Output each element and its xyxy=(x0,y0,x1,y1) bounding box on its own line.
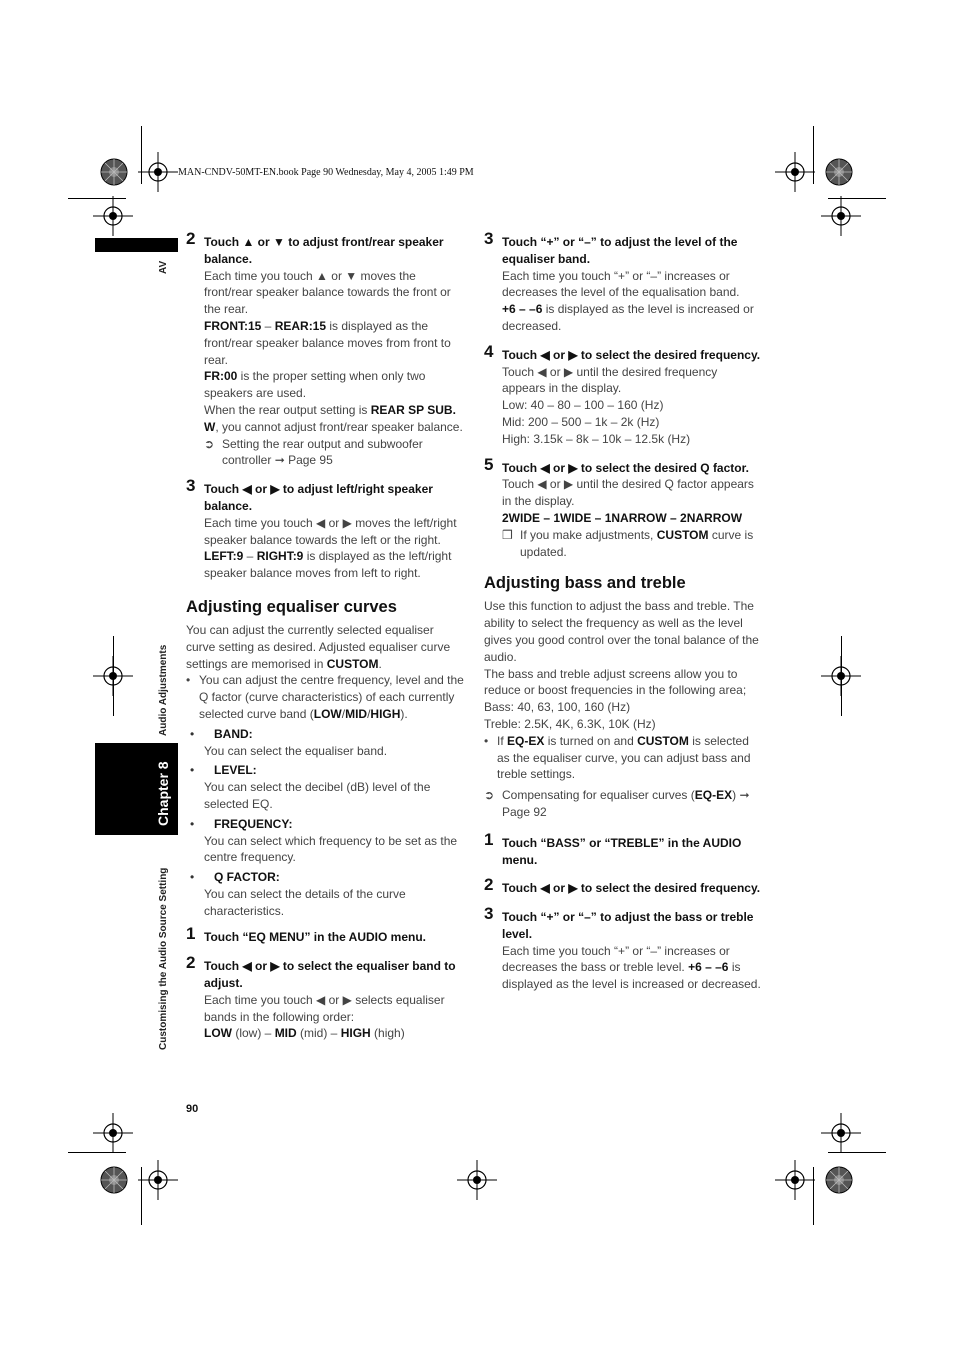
frequency-high: High: 3.15k – 8k – 10k – 12.5k (Hz) xyxy=(502,431,691,446)
paragraph: LEFT:9 – RIGHT:9 is displayed as the left/right speaker balance moves from left to right. xyxy=(204,549,452,581)
bullet-icon: • xyxy=(190,816,195,831)
step-bass-treble-frequency xyxy=(484,875,762,897)
sub-bullet: • BAND: xyxy=(190,726,253,741)
step-eq-level xyxy=(484,229,762,335)
paragraph: The bass and treble adjust screens allow you to reduce or boost frequencies in the following area; xyxy=(484,666,747,698)
note: ❒ If you make adjustments, CUSTOM curve is updated. xyxy=(502,527,754,559)
paragraph: +6 – –6 is displayed as the level is increased or decreased. xyxy=(502,302,754,333)
note-box-icon: ❒ xyxy=(502,527,513,542)
step-title: Touch ◀ or ▶ to select the desired Q factor. xyxy=(502,460,749,475)
paragraph: Use this function to adjust the bass and treble. The ability to select the frequency as well as the level gives you good control over the tonal balance of the audio. xyxy=(484,599,759,664)
chapter-label: Chapter 8 xyxy=(155,761,171,826)
step-left-right xyxy=(186,476,466,582)
bullet-item: • If EQ-EX is turned on and CUSTOM is selected as the equaliser curve, you can adjust bass and treble settings. xyxy=(484,733,751,782)
step-bass-treble-level xyxy=(484,904,762,993)
av-label: AV xyxy=(158,260,169,274)
step-q-factor xyxy=(484,454,762,561)
paragraph: When the rear output setting is REAR SP SUB. W, you cannot adjust front/rear speaker balance. xyxy=(204,402,463,434)
step-eq-menu xyxy=(186,924,466,946)
step-number: 1 xyxy=(186,924,196,944)
bullet-icon: • xyxy=(190,870,195,885)
sub-bullet-desc: You can select the details of the curve characteristics. xyxy=(204,886,406,918)
book-header: MAN-CNDV-50MT-EN.book Page 90 Wednesday, May 4, 2005 1:49 PM xyxy=(178,167,474,178)
sub-bullet-desc: You can select the equaliser band. xyxy=(204,743,388,758)
step-number: 3 xyxy=(484,229,494,248)
paragraph: FR:00 is the proper setting when only two speakers are used. xyxy=(204,369,426,401)
right-column xyxy=(484,229,762,993)
paragraph: FRONT:15 – REAR:15 is displayed as the front/rear speaker balance moves from front to rear. xyxy=(204,318,451,367)
sub-bullet-desc: You can select which frequency to be set as the centre frequency. xyxy=(204,833,458,865)
sub-bullet: • LEVEL: xyxy=(190,763,257,778)
frequency-mid: Mid: 200 – 500 – 1k – 2k (Hz) xyxy=(502,414,660,429)
step-number: 2 xyxy=(186,229,196,248)
step-eq-frequency xyxy=(484,341,762,448)
step-title: Touch ◀ or ▶ to adjust left/right speaker balance. xyxy=(204,482,433,513)
eq-heading: Adjusting equaliser curves xyxy=(186,597,397,616)
audio-adjustments-label: Audio Adjustments xyxy=(158,644,169,736)
page-reference: ➲ Setting the rear output and subwoofer controller ➞ Page 95 xyxy=(204,436,423,468)
page-number: 90 xyxy=(186,1103,199,1115)
customising-label: Customising the Audio Source Setting xyxy=(158,867,169,1050)
paragraph: Touch ◀ or ▶ until the desired Q factor appears in the display. xyxy=(502,477,754,509)
step-bass-treble-menu xyxy=(484,829,762,869)
left-column xyxy=(186,229,466,1042)
bullet-icon: • xyxy=(186,673,191,688)
av-tab-bar xyxy=(95,238,178,252)
paragraph: Touch ◀ or ▶ until the desired frequency appears in the display. xyxy=(502,364,718,396)
paragraph: Each time you touch “+” or “–” increases or decreases the bass or treble level. +6 – –6 is displayed as the level is increased or decreased. xyxy=(502,943,761,992)
step-number: 1 xyxy=(484,829,494,849)
bass-treble-heading: Adjusting bass and treble xyxy=(484,574,686,593)
step-number: 3 xyxy=(484,904,494,924)
step-eq-band xyxy=(186,953,466,1042)
step-number: 2 xyxy=(484,875,494,895)
paragraph: Each time you touch ◀ or ▶ moves the left/right speaker balance towards the left or the right. xyxy=(204,515,457,547)
bass-frequencies: Bass: 40, 63, 100, 160 (Hz) xyxy=(484,700,631,715)
bullet-item: • You can adjust the centre frequency, level and the Q factor (curve characteristics) of each currently selected curve band (LOW/MID/HIGH). xyxy=(186,673,464,721)
step-number: 3 xyxy=(186,476,196,496)
sub-bullet-desc: You can select the decibel (dB) level of the selected EQ. xyxy=(204,780,431,811)
step-number: 5 xyxy=(484,454,494,474)
reference-arrow-icon: ➲ xyxy=(204,436,215,451)
frequency-low: Low: 40 – 80 – 100 – 160 (Hz) xyxy=(502,398,664,413)
treble-frequencies: Treble: 2.5K, 4K, 6.3K, 10K (Hz) xyxy=(484,716,656,731)
page-reference: ➲ Compensating for equaliser curves (EQ-EX) ➞ Page 92 xyxy=(484,788,750,819)
step-number: 2 xyxy=(186,953,196,973)
step-title: Touch “BASS” or “TREBLE” in the AUDIO menu. xyxy=(502,835,742,867)
paragraph: Each time you touch “+” or “–” increases or decreases the level of the equalisation band. xyxy=(502,268,740,300)
paragraph: You can adjust the currently selected equaliser curve setting as desired. Adjusted equaliser curve settings are memorised in CUSTOM. xyxy=(186,622,451,671)
step-title: Touch ◀ or ▶ to select the desired frequency. xyxy=(502,881,761,896)
step-title: Touch ◀ or ▶ to select the equaliser band to adjust. xyxy=(204,959,456,991)
step-title: Touch ◀ or ▶ to select the desired frequency. xyxy=(502,347,761,362)
step-number: 4 xyxy=(484,341,494,361)
sub-bullet: • FREQUENCY: xyxy=(190,816,293,831)
paragraph: Each time you touch ◀ or ▶ selects equaliser bands in the following order: xyxy=(204,992,445,1024)
bullet-icon: • xyxy=(484,733,489,748)
q-factor-order: 2WIDE – 1WIDE – 1NARROW – 2NARROW xyxy=(502,510,743,525)
paragraph: Each time you touch ▲ or ▼ moves the front/rear speaker balance towards the front or the rear. xyxy=(204,268,451,317)
sub-bullet: • Q FACTOR: xyxy=(190,870,280,885)
step-title: Touch “EQ MENU” in the AUDIO menu. xyxy=(204,930,426,945)
step-title: Touch “+” or “–” to adjust the bass or treble level. xyxy=(502,910,754,941)
bullet-icon: • xyxy=(190,726,195,741)
paragraph: LOW (low) – MID (mid) – HIGH (high) xyxy=(204,1026,405,1041)
reference-arrow-icon: ➲ xyxy=(484,788,495,803)
step-front-rear xyxy=(186,229,466,469)
step-title: Touch ▲ or ▼ to adjust front/rear speaker balance. xyxy=(204,235,444,266)
bullet-icon: • xyxy=(190,763,195,778)
step-title: Touch “+” or “–” to adjust the level of the equaliser band. xyxy=(502,235,738,266)
